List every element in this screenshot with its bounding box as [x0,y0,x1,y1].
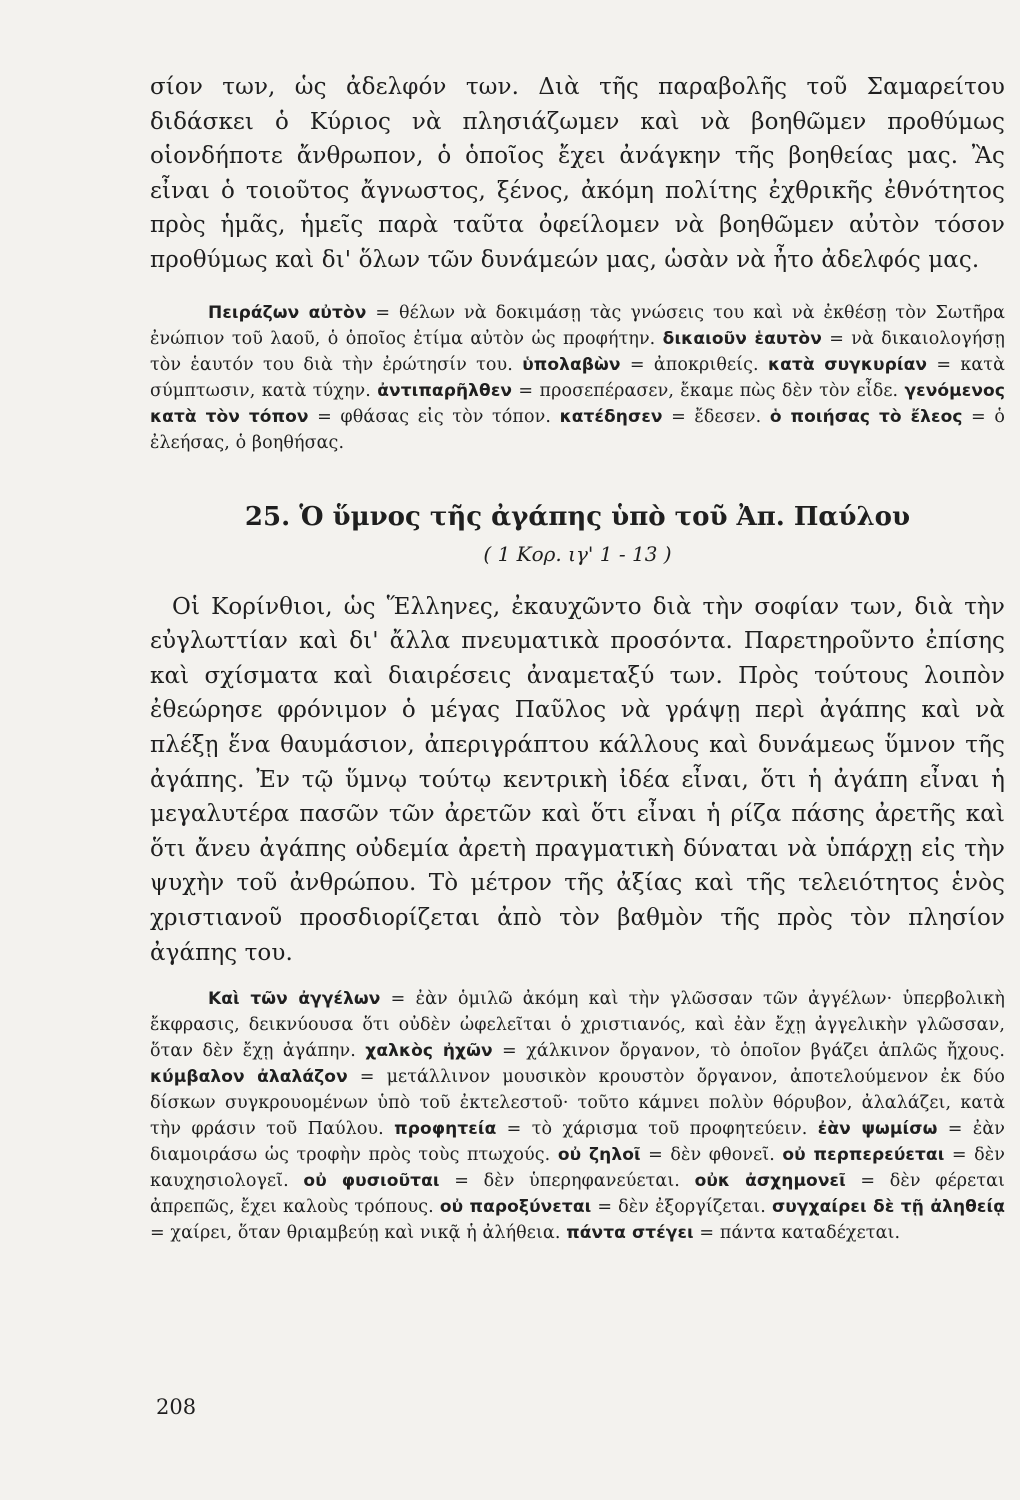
gloss-term: οὐ περπερεύεται [782,1145,945,1166]
paragraph-intro: σίον των, ὡς ἀδελφόν των. Διὰ τῆς παραβολῆς τοῦ Σαμαρείτου διδάσκει ὁ Κύριος νὰ πλησιάζωμεν καὶ νὰ βοηθῶμεν προθύμως οἱονδήποτε ἄνθρωπον, ὁ ὁποῖος ἔχει ἀνάγκην τῆς βοηθείας μας. Ἂς εἶναι ὁ τοιοῦτος ἄγνωστος, ξένος, ἀκόμη πολίτης ἐχθρικῆς ἐθνότητος πρὸς ἡμᾶς, ἡμεῖς παρὰ ταῦτα ὀφείλομεν νὰ βοηθῶμεν αὐτὸν τόσον προθύμως καὶ δι' ὅλων τῶν δυνάμεών μας, ὡσὰν νὰ ἦτο ἀδελφός μας. [150,74,1005,273]
gloss-term: δικαιοῦν ἑαυτὸν [662,328,822,349]
gloss-term: κατὰ συγκυρίαν [767,354,928,375]
gloss-definition: = δὲν καυχησιολογεῖ. [150,1145,1005,1192]
book-page [150,70,1005,1246]
gloss-definition: = δὲν φέρεται ἀπρεπῶς, ἔχει καλοὺς τρόπους. [150,1171,1005,1218]
gloss-definition: = δὲν φθονεῖ. [640,1145,783,1166]
glossary-parable [150,300,1005,456]
gloss-definition: = πάντα καταδέχεται. [693,1223,901,1244]
gloss-term: Πειράζων αὐτὸν [208,302,367,323]
gloss-term: οὐ φυσιοῦται [303,1171,440,1192]
gloss-definition: = μετάλλινον μουσικὸν κρουστὸν ὄργανον, ἀποτελούμενον ἐκ δύο δίσκων συγκρουομένων ὑπὸ τοῦ ἐκτελεστοῦ· τοῦτο κάμνει πολὺν θόρυβον, ἀλαλάζει, κατὰ τὴν φράσιν τοῦ Παύλου. [150,1067,1005,1140]
gloss-term: πάντα στέγει [566,1223,694,1244]
gloss-term: ὁ ποιήσας τὸ ἔλεος [769,406,963,427]
gloss-definition: = κατὰ σύμπτωσιν, κατὰ τύχην. [150,354,1006,401]
gloss-term: κατέδησεν [559,406,663,427]
gloss-definition: = ἔδεσεν. [662,406,770,427]
gloss-term: γενόμενος κατὰ τὸν τόπον [150,380,1005,427]
gloss-definition: = χάλκινον ὄργανον, τὸ ὁποῖον βγάζει ἁπλῶς ἤχους. [492,1041,1005,1062]
section-heading: 25. Ὁ ὕμνος τῆς ἀγάπης ὑπὸ τοῦ Ἀπ. Παύλου [244,501,911,532]
gloss-definition: = χαίρει, ὅταν θριαμβεύῃ καὶ νικᾷ ἡ ἀλήθεια. [150,1223,567,1244]
gloss-definition: = δὲν ὑπερηφανεύεται. [439,1171,695,1192]
gloss-term: κύμβαλον ἀλαλάζον [150,1067,348,1088]
gloss-definition: = νὰ δικαιολογήσῃ τὸν ἑαυτόν του διὰ τὴν ἐρώτησίν του. [150,328,1005,375]
gloss-term: ὑπολαβὼν [522,354,621,375]
gloss-term: οὐ ζηλοῖ [557,1145,641,1166]
gloss-definition: = φθάσας εἰς τὸν τόπον. [308,406,560,427]
gloss-term: ἀντιπαρῆλθεν [377,380,513,401]
gloss-term: ἐὰν ψωμίσω [817,1119,938,1140]
page-number: 208 [156,1395,197,1419]
gloss-definition: = ὁ ἐλεήσας, ὁ βοηθήσας. [150,406,1005,453]
scripture-reference: ( 1 Κορ. ιγ' 1 - 13 ) [483,541,672,566]
gloss-term: προφητεία [394,1119,497,1140]
gloss-definition: = δὲν ἐξοργίζεται. [591,1197,772,1218]
gloss-term: οὐ παροξύνεται [439,1197,592,1218]
gloss-definition: = ἐὰν διαμοιράσω ὡς τροφὴν πρὸς τοὺς πτωχούς. [150,1119,1006,1166]
gloss-definition: = ἀποκριθείς. [620,354,768,375]
gloss-term: οὐκ ἀσχημονεῖ [694,1171,846,1192]
gloss-definition: = τὸ χάρισμα τοῦ προφητεύειν. [496,1119,818,1140]
gloss-term: χαλκὸς ἠχῶν [365,1041,493,1062]
gloss-definition: = προσεπέρασεν, ἔκαμε πὼς δὲν τὸν εἶδε. [512,380,905,401]
paragraph-hymn-of-love: Οἱ Κορίνθιοι, ὡς Ἕλληνες, ἐκαυχῶντο διὰ τὴν σοφίαν των, διὰ τὴν εὐγλωττίαν καὶ δι' ἄλλα πνευματικὰ προσόντα. Παρετηροῦντο ἐπίσης καὶ σχίσματα καὶ διαιρέσεις ἀναμεταξύ των. Πρὸς τούτους λοιπὸν ἐθεώρησε φρόνιμον ὁ μέγας Παῦλος νὰ γράψῃ περὶ ἀγάπης καὶ νὰ πλέξῃ ἕνα θαυμάσιον, ἀπεριγράπτου κάλλους καὶ δυνάμεως ὕμνον τῆς ἀγάπης. Ἐν τῷ ὕμνῳ τούτῳ κεντρικὴ ἰδέα εἶναι, ὅτι ἡ ἀγάπη εἶναι ἡ μεγαλυτέρα πασῶν τῶν ἀρετῶν καὶ ὅτι εἶναι ἡ ρίζα πάσης ἀρετῆς καὶ ὅτι ἄνευ ἀγάπης οὐδεμία ἀρετὴ πραγματικὴ δύναται νὰ ὑπάρχῃ εἰς τὴν ψυχὴν τοῦ ἀνθρώπου. Τὸ μέτρον τῆς ἀξίας καὶ τῆς τελειότητος ἑνὸς χριστιανοῦ προσδιορίζεται ἀπὸ τὸν βαθμὸν τῆς πρὸς τὸν πλησίον ἀγάπης του. [150,593,1005,966]
gloss-definition: = θέλων νὰ δοκιμάσῃ τὰς γνώσεις του καὶ νὰ ἐκθέσῃ τὸν Σωτῆρα ἐνώπιον τοῦ λαοῦ, ὁ ὁποῖος ἐτίμα αὐτὸν ὡς προφήτην. [150,302,1006,349]
gloss-definition: = ἐὰν ὁμιλῶ ἀκόμη καὶ τὴν γλῶσσαν τῶν ἀγγέλων· ὑπερβολικὴ ἔκφρασις, δεικνύουσα ὅτι οὐδὲν ὠφελεῖται ὁ χριστιανός, καὶ ἐὰν ἔχῃ ἀγγελικὴν γλῶσσαν, ὅταν δὲν ἔχῃ ἀγάπην. [150,989,1005,1062]
gloss-term: Καὶ τῶν ἀγγέλων [208,989,381,1010]
gloss-term: συγχαίρει δὲ τῇ ἀληθείᾳ [771,1197,1006,1218]
glossary-hymn [150,986,1005,1246]
